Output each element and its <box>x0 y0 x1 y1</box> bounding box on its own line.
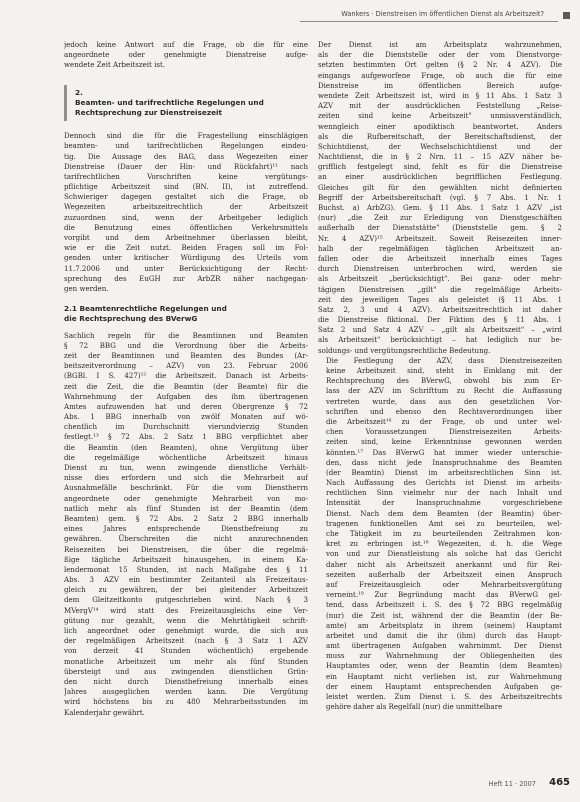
text-line: ßige tägliche Arbeitszeit hinausgehen, in einem Ka- <box>64 554 308 564</box>
text-line: (nur) die Zeit ist, während der die Beamtin (der Be- <box>326 610 562 620</box>
text-line: grifflich festgelegt sind, fehlt es für die Dienstreise <box>318 162 562 172</box>
text-line: Sachlich regeln für die Beamtinnen und Beamten <box>64 330 308 340</box>
text-line: den, dass nicht jede Inanspruchnahme des Beamten <box>326 457 562 467</box>
text-line: übersteigt und aus zwingenden dienstlichen Grün- <box>64 666 308 676</box>
text-line: amte) am Arbeitsplatz in ihrem (seinem) Hauptamt <box>326 620 562 630</box>
text-line: wendete Zeit Arbeitszeit ist, wird in § 11 Abs. 1 Satz 3 <box>318 90 562 100</box>
text-line: Rechtsprechung des BVerwG, obwohl bis zum Er- <box>326 376 562 386</box>
text-line: gehöre daher als Regelfall (nur) die unmittelbare <box>326 702 503 712</box>
text-line: Dennoch sind die für die Fragestellung einschlägigen <box>64 131 308 141</box>
text-line: genden unter kritischer Würdigung des Urteils vom <box>64 253 308 263</box>
text-line: lass der AZV im Schrifttum zu Recht die Auffassung <box>326 386 562 396</box>
paragraph <box>64 131 308 294</box>
text-line: gleich zu gewähren, der bei gleitender Arbeitszeit <box>64 585 308 595</box>
text-line: § 72 BBG und die Verordnung über die Arbeits- <box>64 340 308 350</box>
text-line: Ausnahmefälle beschränkt. Für die vom Dienstherrn <box>64 483 308 493</box>
text-line: von derzeit 41 Stunden wöchentlich) ergebende <box>64 646 308 656</box>
text-line: verneint.¹⁹ Zur Begründung macht das BVerwG gel- <box>326 590 562 600</box>
text-line: der einem Hauptamt entsprechenden Aufgaben ge- <box>326 681 562 691</box>
text-line: chentlich im Durchschnitt vierundvierzig Stunden <box>64 422 308 432</box>
text-line: Nach Auffassung des Gerichts ist Dienst im arbeits- <box>326 478 562 488</box>
text-line: Schichtdienst, der Wechselschichtdienst und der <box>318 141 562 151</box>
text-line: Beamten) gem. § 72 Abs. 2 Satz 2 BBG innerhalb <box>64 513 308 523</box>
text-line: AZV mit der ausdrücklichen Feststellung „Reise- <box>318 101 562 111</box>
section-heading <box>64 85 308 122</box>
text-line: auf Freizeitausgleich oder Mehrarbeitsvergütung <box>326 579 562 589</box>
text-line: sezeiten außerhalb der Arbeitszeit einen Anspruch <box>326 569 562 579</box>
text-line: durch Dienstreisen unterbrochen wird, werden sie <box>318 264 562 274</box>
text-line: sprechung des EuGH zur ArbZR näher nachgegan- <box>64 273 308 283</box>
text-line: Abs. 1 BBG innerhalb von zwölf Monaten auf wö- <box>64 412 308 422</box>
text-line: tarifrechtlichen Vorschriften keine vergütungs- <box>64 171 308 181</box>
text-line: monatliche Arbeitszeit um mehr als fünf Stunden <box>64 656 308 666</box>
text-line: als der die Dienststelle oder der vom Dienstvorge- <box>318 50 562 60</box>
text-line: Nr. 4 AZV)¹⁵ Arbeitszeit. Soweit Reisezeiten inner- <box>318 233 562 243</box>
text-line: Begriff der Arbeitsbereitschaft (vgl. § 7 Abs. 1 Nr. 1 <box>318 192 562 202</box>
text-line: Abs. 3 AZV ein bestimmter Zeitanteil als Freizeitaus- <box>64 575 308 585</box>
header-marker-icon <box>563 12 570 19</box>
text-line: Satz 2, 3 und 4 AZV). Arbeitszeitrechtlich ist daher <box>318 304 562 314</box>
text-line: Reisezeiten bei Dienstreisen, die über die regelmä- <box>64 544 308 554</box>
text-line: fallen oder die Arbeitszeit innerhalb eines Tages <box>318 253 562 263</box>
text-line: vertreten wurde, dass aus den gesetzlichen Vor- <box>326 396 562 406</box>
text-line: tig. Die Aussage des BAG, dass Wegezeiten einer <box>64 151 308 161</box>
text-line: schriften und ebenso den Rechtsverordnungen über <box>326 406 562 416</box>
paragraph <box>318 356 562 713</box>
text-line: den nicht durch Dienstbefreiung innerhalb eines <box>64 676 308 686</box>
text-line: Dienstreise im öffentlichen Bereich aufge- <box>318 80 562 90</box>
text-line: eingangs aufgeworfene Frage, ob auch die für eine <box>318 70 562 80</box>
text-line: die Benutzung eines öffentlichen Verkehrsmittels <box>64 222 308 232</box>
running-header <box>0 6 580 22</box>
text-line: Nachtdienst, die in § 2 Nrn. 11 – 15 AZV näher be- <box>318 152 562 162</box>
text-line: wie er die Zeit nutzt. Beiden Fragen soll im Fol- <box>64 243 308 253</box>
text-line: der regelmäßigen Arbeitszeit (nach § 3 Satz 1 AZV <box>64 636 308 646</box>
text-line: lendermonat 15 Stunden, ist nach Maßgabe des § 11 <box>64 564 308 574</box>
text-line: außerhalb der Dienststätte" (Dienststelle gem. § 2 <box>318 223 562 233</box>
issue-label: Heft 11 · 2007 <box>488 780 536 788</box>
text-line: Dienst zu tun, wenn zwingende dienstliche Verhält- <box>64 463 308 473</box>
text-line: dem Gleitzeitkonto gutgeschrieben wird. Nach § 3 <box>64 595 308 605</box>
text-line: Hauptamtes oder, wenn der Beamtin (dem Beamten) <box>326 661 562 671</box>
paragraph <box>318 40 562 356</box>
text-line: die Beamtin (den Beamten), ohne Vergütung über <box>64 442 308 452</box>
paragraph <box>64 331 308 718</box>
text-line: chen Voraussetzungen Dienstreisezeiten Arbeits- <box>326 427 562 437</box>
text-line: (nur) „die Zeit zur Erledigung von Dienstgeschäften <box>318 213 562 223</box>
text-line: als Arbeitszeit „berücksichtigt". Bei ganz- oder mehr- <box>318 274 562 284</box>
right-column <box>318 40 562 712</box>
text-line: nisse dies erfordern und sich die Mehrarbeit auf <box>64 473 308 483</box>
text-line: könnten.¹⁷ Das BVerwG hat immer wieder unterschie- <box>326 447 562 457</box>
text-line: (der Beamtin) Dienst im arbeitsrechtlichen Sinn ist. <box>326 467 562 477</box>
text-line: eines Jahres entsprechende Dienstbefreiung zu <box>64 524 308 534</box>
page-footer <box>0 776 580 796</box>
section-title-line: Beamten- und tarifrechtliche Regelungen und <box>75 97 264 107</box>
text-line: tragenen funktionellen Amt sei zu beurteilen, wel- <box>326 518 562 528</box>
text-line: (BGBl. I S. 427)¹² die Arbeitszeit. Danach ist Arbeits- <box>64 371 308 381</box>
left-column <box>64 40 308 718</box>
text-line: zeit die Zeit, die die Beamtin (der Beamte) für die <box>64 381 308 391</box>
text-line: muss zur Wahrnehmung der Obliegenheiten des <box>326 651 562 661</box>
text-line: beitszeitverordnung – AZV) von 23. Februar 2006 <box>64 361 308 371</box>
header-rule <box>300 21 558 22</box>
text-line: setzten bestimmten Ort gelten (§ 2 Nr. 4 AZV). Die <box>318 60 562 70</box>
text-line: Die Festlegung der AZV, dass Dienstreisezeiten <box>326 355 562 365</box>
text-line: die regelmäßige wöchentliche Arbeitszeit hinaus <box>64 452 308 462</box>
text-line: angeordnete oder genehmigte Mehrarbeit von mo- <box>64 493 308 503</box>
text-line: festlegt.¹³ § 72 Abs. 2 Satz 1 BBG verpflichtet aber <box>64 432 308 442</box>
text-line: Schwieriger dagegen gestaltet sich die Frage, ob <box>64 192 308 202</box>
intro-paragraph: jedoch keine Antwort auf die Frage, ob die für eine angeordnete oder genehmigte Dienstreise aufge- wendete Zeit Arbeitszeit ist. <box>64 40 308 70</box>
subsection-heading: 2.1 Beamtenrechtliche Regelungen und die Rechtsprechung des BVerwG <box>64 304 227 324</box>
text-line: Der Dienst ist am Arbeitsplatz wahrzunehmen, <box>318 40 562 49</box>
text-line: Buchst. a) ArbZG). Gem. § 11 Abs. 1 Satz 1 AZV „ist <box>318 203 562 212</box>
text-line: tägigen Dienstreisen „gilt" die regelmäßige Arbeits- <box>318 284 562 294</box>
text-line: arbeitet und damit die ihr (ihm) durch das Haupt- <box>326 630 562 640</box>
section-number: 2. <box>75 87 83 97</box>
text-line: rechtlichen Sinn vielmehr nur der nach Inhalt und <box>326 488 562 498</box>
text-line: von und zur Dienstleistung als solche hat das Gericht <box>326 549 562 559</box>
section-title-line: Rechtsprechung zur Dienstreisezeit <box>75 107 223 117</box>
text-line: leistet werden. Zum Dienst i. S. des Arbeitszeitrechts <box>326 692 562 701</box>
text-line: Dienstreise (Dauer der Hin- und Rückfahrt)¹¹ nach <box>64 161 308 171</box>
text-line: amt übertragenen Aufgaben wahrnimmt. Der Dienst <box>326 641 562 651</box>
text-line: die Arbeitszeit¹⁶ zu der Frage, ob und unter wel- <box>326 416 562 426</box>
text-line: wird höchstens bis zu 480 Mehrarbeitsstunden im <box>64 697 308 707</box>
page-number: 465 <box>549 777 570 788</box>
text-line: kret zu erbringen ist.¹⁸ Wegezeiten, d. h. die Wege <box>326 539 562 549</box>
text-line: ein Hauptamt nicht verliehen ist, zur Wahrnehmung <box>326 671 562 681</box>
text-line: Satz 2 und Satz 4 AZV – „gilt als Arbeitszeit" – „wird <box>318 325 562 335</box>
text-line: an einer ausdrücklichen begrifflichen Festlegung. <box>318 172 562 182</box>
text-line: zeit der Beamtinnen und Beamten des Bundes (Ar- <box>64 350 308 360</box>
text-line: wenngleich einer apodiktisch beantwortet. Anders <box>318 121 562 131</box>
text-line: gen werden. <box>64 283 109 293</box>
text-line: Wegezeiten arbeitszeitrechtlich der Arbeitszeit <box>64 202 308 212</box>
text-line: natlich mehr als fünf Stunden ist der Beamtin (dem <box>64 503 308 513</box>
text-line: Jahres ausgeglichen werden kann. Die Vergütung <box>64 687 308 697</box>
text-line: Intensität der Inanspruchnahme vorgeschriebene <box>326 498 562 508</box>
text-line: zeiten sind, keine Erkenntnisse gewonnen werden <box>326 437 562 447</box>
text-line: halb der regelmäßigen täglichen Arbeitszeit an- <box>318 243 562 253</box>
text-line: che Tätigkeit im zu beurteilenden Zeitrahmen kon- <box>326 529 562 538</box>
text-line: zuzuordnen sind, wenn der Arbeitgeber lediglich <box>64 212 308 222</box>
text-line: MVergV¹⁴ wird statt des Freizeitausgleichs eine Ver- <box>64 605 308 615</box>
running-title: Wankers · Dienstreisen im öffentlichen Dienst als Arbeitszeit? <box>341 10 544 18</box>
text-line: tend, dass Arbeitszeit i. S. des § 72 BBG regelmäßig <box>326 600 562 610</box>
text-line: pflichtige Arbeitszeit sind (BN. II), ist zutreffend. <box>64 182 308 192</box>
text-line: als die Rufbereitschaft, der Bereitschaftsdienst, der <box>318 131 562 141</box>
text-line: Dienst. Nach dem dem Beamten (der Beamtin) über- <box>326 508 562 518</box>
text-line: die Dienstreise fiktional. Der Fiktion des § 11 Abs. 1 <box>318 315 562 325</box>
text-line: als Arbeitszeit" berücksichtigt – hat lediglich nur be- <box>318 335 562 345</box>
text-line: soldungs- und vergütungsrechtliche Bedeutung. <box>318 345 491 355</box>
text-line: 11.7.2006 und unter Berücksichtigung der Recht- <box>64 263 308 273</box>
text-line: zeit des jeweiligen Tages als geleistet (§ 11 Abs. 1 <box>318 294 562 304</box>
text-line: Amtes aufzuwenden hat und deren Obergrenze § 72 <box>64 401 308 411</box>
text-line: keine Arbeitszeit sind, steht in Einklang mit der <box>326 366 562 375</box>
text-line: Wahrnehmung der Aufgaben des ihm übertragenen <box>64 391 308 401</box>
text-line: lich angeordnet oder genehmigt wurde, die sich aus <box>64 626 308 636</box>
text-line: gewähren. Überschreiten die nicht anzurechnenden <box>64 534 308 544</box>
text-line: Gleiches gilt für den gewählten nicht definierten <box>318 182 562 192</box>
text-line: Kalenderjahr gewährt. <box>64 707 145 717</box>
text-line: daher nicht als Arbeitszeit anerkannt und für Rei- <box>326 559 562 569</box>
text-line: beamten- und tarifrechtlichen Regelungen eindeu- <box>64 141 308 151</box>
text-line: vorgibt und dem Arbeitnehmer überlassen bleibt, <box>64 233 308 243</box>
text-line: gütung nur gezahlt, wenn die Mehrtätigkeit schrift- <box>64 615 308 625</box>
text-line: zeiten sind keine Arbeitszeit" unmissverständlich, <box>318 111 562 121</box>
